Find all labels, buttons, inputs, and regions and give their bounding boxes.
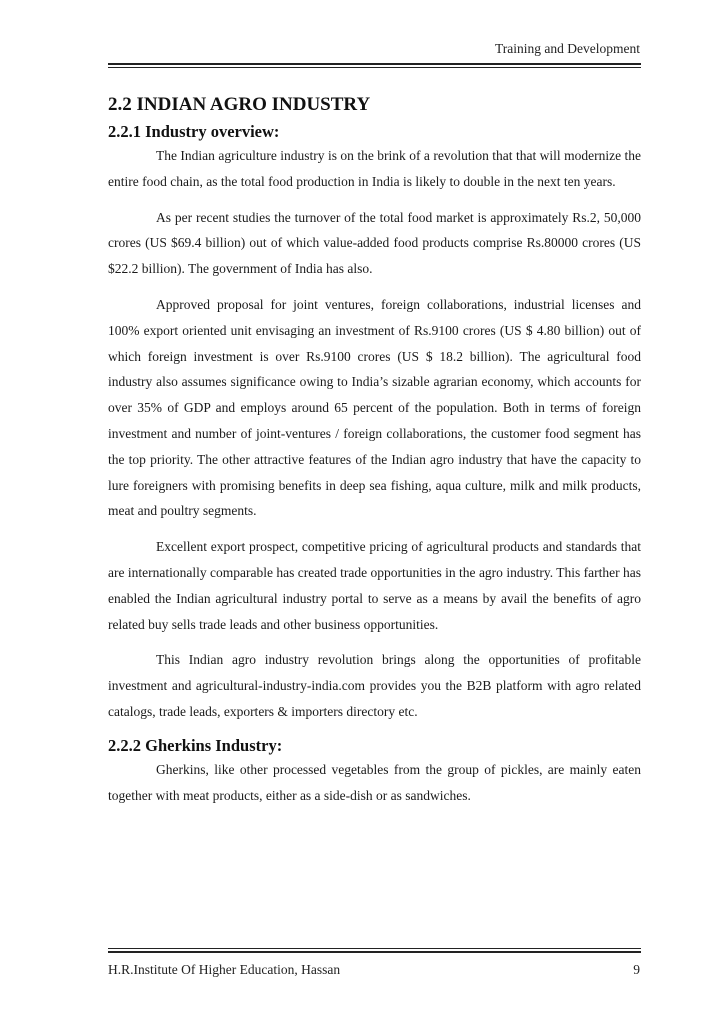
subsection-heading-gherkins: 2.2.2 Gherkins Industry: (108, 735, 283, 755)
section-title: 2.2 INDIAN AGRO INDUSTRY (108, 94, 371, 115)
header-rule-thick (108, 63, 641, 65)
paragraph-overview-2: As per recent studies the turnover of the total food market is approximately Rs.2, 50,000 crores (US $69.4 billion) out of which value-added food products comprise Rs.80000 crores (US $22.2 billion). The government of India has also. (108, 209, 641, 277)
footer-institution: H.R.Institute Of Higher Education, Hassan (108, 962, 341, 977)
paragraph-overview-5: This Indian agro industry revolution brings along the opportunities of profitable investment and agricultural-industry-india.com provides you the B2B platform with agro related catalogs, trade leads, exporters & importers directory etc. (108, 652, 641, 719)
footer-rule-thin (108, 948, 641, 949)
paragraph-overview-4: Excellent export prospect, competitive pricing of agricultural products and standards that are internationally comparable has created trade opportunities in the agro industry. This farther has enabled the Indian agricultural industry portal to serve as a means by avail the benefits of agro related buy sells trade leads and other business opportunities. (108, 539, 641, 632)
page-body (108, 93, 641, 808)
header-rule-thin (108, 67, 641, 68)
running-header: Training and Development (495, 41, 640, 56)
subsection-heading-overview: 2.2.1 Industry overview: (108, 122, 280, 141)
footer-rule-thick (108, 951, 641, 953)
page-number: 9 (633, 962, 640, 977)
paragraph-gherkins-1: Gherkins, like other processed vegetables from the group of pickles, are mainly eaten together with meat products, either as a side-dish or as sandwiches. (108, 761, 641, 803)
paragraph-overview-1: The Indian agriculture industry is on the brink of a revolution that that will modernize the entire food chain, as the total food production in India is likely to double in the next ten years. (108, 148, 641, 189)
paragraph-overview-3: Approved proposal for joint ventures, foreign collaborations, industrial licenses and 100% export oriented unit envisaging an investment of Rs.9100 crores (US $ 4.80 billion) out of which foreign investment is over Rs.9100 crores (US $ 18.2 billion). The agricultural food industry also assumes significance owing to India’s sizable agrarian economy, which accounts for over 35% of GDP and employs around 65 percent of the population. Both in terms of foreign investment and number of joint-ventures / foreign collaborations, the customer food segment has the top priority. The other attractive features of the Indian agro industry that have the capacity to lure foreigners with promising benefits in deep sea fishing, aqua culture, milk and milk products, meat and poultry segments. (108, 296, 641, 519)
